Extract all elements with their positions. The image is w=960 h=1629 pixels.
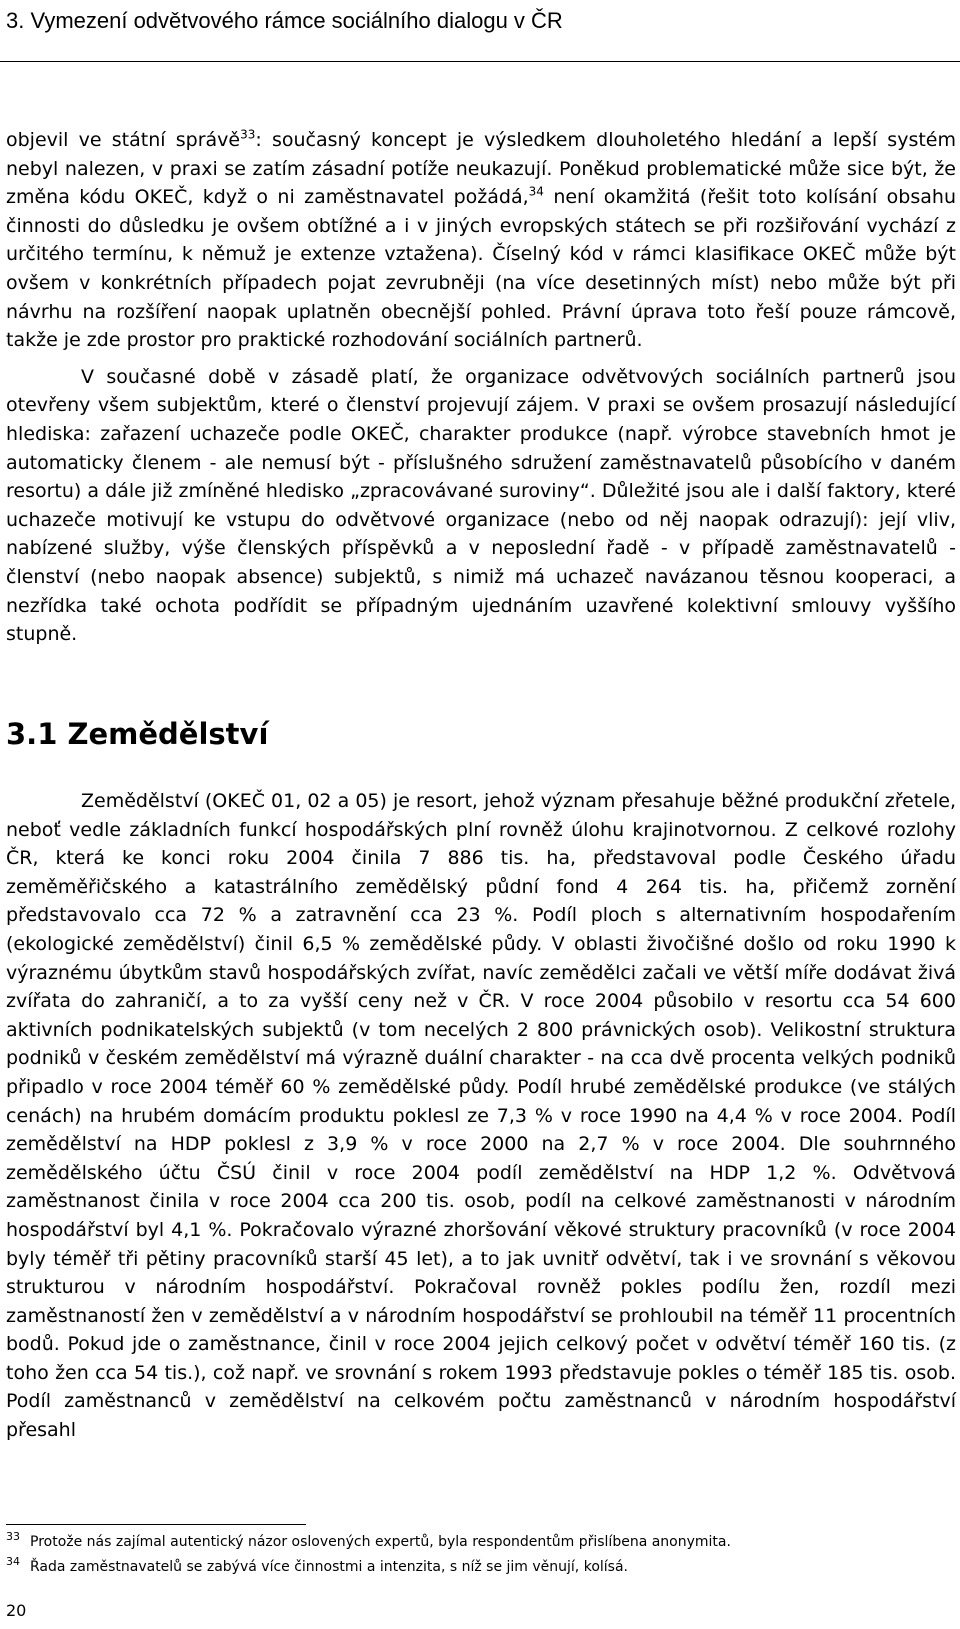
footnote-item: 33 Protože nás zajímal autentický názor oslovených expertů, byla respondentům přislíbena anonymita.	[6, 1530, 731, 1550]
paragraph-agriculture: Zemědělství (OKEČ 01, 02 a 05) je resort, jehož význam přesahuje běžné produkční zřetele, neboť vedle základních funkcí hospodářských plní rovněž úlohu krajinotvornou. Z celkové rozlohy ČR, která ke konci roku 2004 činila 7 886 tis. ha, představoval podle Českého úřadu zeměměřičského a katastrálního zemědělský půdní fond 4 264 tis. ha, přičemž zornění představovalo cca 72 % a zatravnění cca 23 %. Podíl ploch s alternativním hospodařením (ekologické zemědělství) činil 6,5 % zemědělské půdy. V oblasti živočišné došlo od roku 1990 k výraznému úbytkům stavů hospodářských zvířat, navíc zemědělci začali ve větší míře dodávat živá zvířata do zahraničí, a to za vyšší ceny než v ČR. V roce 2004 působilo v resortu cca 54 600 aktivních podnikatelských subjektů (v tom necelých 2 800 právnických osob). Velikostní struktura podniků v českém zemědělství má výrazně duální charakter - na cca dvě procenta velkých podniků připadlo v roce 2004 téměř 60 % zemědělské půdy. Podíl hrubé zemědělské produkce (ve stálých cenách) na hrubém domácím produktu poklesl ze 7,3 % v roce 1990 na 4,4 % v roce 2004. Podíl zemědělství na HDP poklesl z 3,9 % v roce 2000 na 2,7 % v roce 2004. Dle souhrnného zemědělského účtu ČSÚ činil v roce 2004 podíl zemědělství na HDP 1,2 %. Odvětvová zaměstnanost činila v roce 2004 cca 200 tis. osob, podíl na celkové zaměstnanosti v národním hospodářství byl 4,1 %. Pokračovalo výrazné zhoršování věkové struktury pracovníků (v roce 2004 byly téměř tři pětiny pracovníků starší 45 let), a to jak uvnitř odvětví, tak i ve srovnání s věkovou strukturou v národním hospodářství. Pokračoval rovněž pokles podílu žen, rozdíl mezi zaměstnaností žen v zemědělství a v národním hospodářství se prohloubil na téměř 11 procentních bodů. Pokud jde o zaměstnance, činil v roce 2004 jejich celkový počet v odvětví téměř 160 tis. (z toho žen cca 54 tis.), což např. ve srovnání s rokem 1993 představuje pokles o téměř 185 tis. osob. Podíl zaměstnanců v zemědělství na celkovém počtu zaměstnanců v národním hospodářství přesahl	[6, 790, 956, 1442]
section-heading: 3.1 Zemědělství	[6, 717, 269, 751]
footnote-item: 34 Řada zaměstnavatelů se zabývá více činnostmi a intenzita, s níž se jim věnují, kolísá.	[6, 1555, 628, 1575]
paragraph-text: : současný koncept je výsledkem dlouholetého hledání a lepší systém nebyl nalezen, v praxi se zatím zásadní potíže neukazují. Poněkud problematické může sice být, že změna kódu OKEČ, když o ni zaměstnavatel požádá,	[6, 129, 956, 209]
footnote-divider	[6, 1524, 306, 1525]
body-text-upper	[6, 126, 956, 649]
body-text-lower	[6, 787, 956, 1445]
footnote-text: Protože nás zajímal autentický názor oslovených expertů, byla respondentům přislíbena anonymita.	[30, 1534, 731, 1550]
footnote-text: Řada zaměstnavatelů se zabývá více činnostmi a intenzita, s níž se jim věnují, kolísá.	[30, 1559, 628, 1575]
footnote-reference[interactable]: 33	[240, 127, 256, 142]
header-divider	[0, 61, 960, 62]
paragraph-text: objevil ve státní správě	[6, 129, 241, 151]
paragraph-membership: V současné době v zásadě platí, že organizace odvětvových sociálních partnerů jsou otevřeny všem subjektům, které o členství projevují zájem. V praxi se ovšem prosazují následující hlediska: zařazení uchazeče podle OKEČ, charakter produkce (např. výrobce stavebních hmot je automaticky členem - ale nemusí být - příslušného sdružení zaměstnavatelů působícího v daném resortu) a dále již zmíněné hledisko „zpracovávané suroviny“. Důležité jsou ale i další faktory, které uchazeče motivují ke vstupu do odvětvové organizace (nebo od něj naopak odrazují): její vliv, nabízené služby, výše členských příspěvků a v neposlední řadě - v případě zaměstnavatelů - členství (nebo naopak absence) subjektů, s nimiž má uchazeč navázanou těsnou kooperaci, a nezřídka také ochota podřídit se případným ujednáním uzavřené kolektivní smlouvy vyššího stupně.	[6, 365, 956, 646]
footnote-reference[interactable]: 34	[528, 184, 544, 199]
paragraph-text: není okamžitá (řešit toto kolísání obsahu činnosti do důsledku je ovšem obtížné a i v jiných evropských státech se při rozšiřování vychází z určitého termínu, k němuž je extenze vztažena). Číselný kód v rámci klasifikace OKEČ může být ovšem v konkrétních případech pojat zevrubněji (na více desetinných míst) nebo může být při návrhu na rozšíření naopak uplatněn obecnější pohled. Právní úprava toto řeší pouze rámcově, takže je zde prostor pro praktické rozhodování sociálních partnerů.	[6, 186, 956, 352]
page-number: 20	[6, 1601, 27, 1620]
chapter-header-title: 3. Vymezení odvětvového rámce sociálního dialogu v ČR	[6, 8, 563, 33]
paragraph-okec-classification	[6, 126, 956, 355]
